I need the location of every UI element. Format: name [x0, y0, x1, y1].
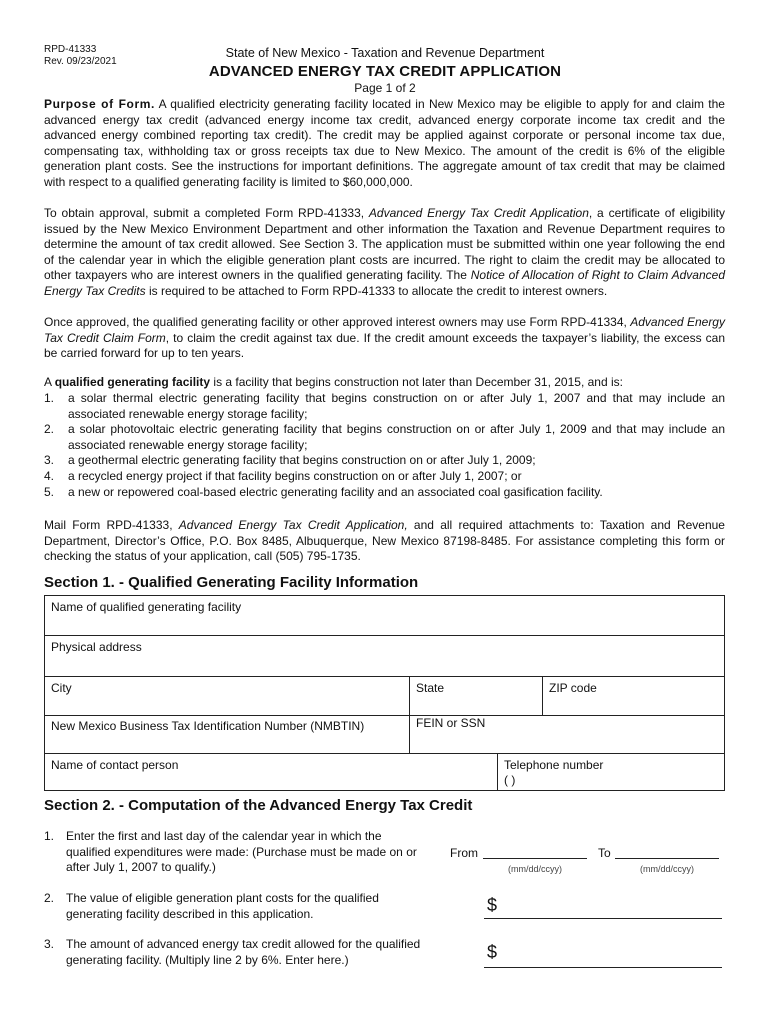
- question-2: [44, 891, 444, 925]
- to-date-input[interactable]: [615, 845, 719, 859]
- approval-text-1: To obtain approval, submit a completed Form RPD-41333,: [44, 206, 369, 220]
- question-1-text: Enter the first and last day of the calendar year in which the qualified expenditures were made: (Purchase must be made on or after July 1, 2007 to qualify.): [66, 829, 417, 875]
- claim-text-1: Once approved, the qualified generating facility or other approved interest owners may use Form RPD-41334,: [44, 315, 631, 329]
- to-label: To: [598, 846, 611, 860]
- mail-form-title: Advanced Energy Tax Credit Application,: [178, 518, 408, 532]
- list-item: 5. a new or repowered coal-based electric generating facility and an associated coal gasification facility.: [44, 484, 603, 499]
- contact-label: Name of contact person: [51, 758, 179, 772]
- purpose-text: A qualified electricity generating facility located in New Mexico may be eligible to apply for and claim the advanced energy tax credit (advanced energy income tax credit, advanced energy corporate income tax credit and the advanced energy combined reporting tax credit). The credit may be applied against corporate or personal income tax due, compensating tax, withholding tax or gross receipts tax due to New Mexico. The amount of the credit is 6% of the eligible generation plant costs. See the instructions for important definitions. The aggregate amount of tax credit that may be claimed with respect to a qualified generating facility is limited to $60,000,000.: [44, 97, 725, 189]
- list-item: 1. a solar thermal electric generating facility that begins construction on or after July 1, 2007 and that may include an associated renewable energy storage facility;: [44, 391, 725, 421]
- from-date-hint: (mm/dd/ccyy): [508, 864, 562, 874]
- telephone-label: Telephone number: [504, 758, 604, 772]
- section2-heading: Section 2. - Computation of the Advanced Energy Tax Credit: [44, 797, 473, 814]
- approval-notice-title: Notice of Allocation of Right to Claim Advanced Energy Tax Credits: [44, 268, 725, 298]
- question-2-text: The value of eligible generation plant costs for the qualified generating facility described in this application.: [66, 891, 379, 921]
- approval-text-2: , a certificate of eligibility issued by the New Mexico Environment Department and other information the Taxation and Revenue Department requires to determine the amount of tax credit allowed. See Section 3. The application must be submitted within one year following the end of the calendar year in which the eligible generation plant costs are incurred. The right to claim the credit may be allocated to other taxpayers who are interest owners in the qualified generating facility. The: [44, 206, 725, 283]
- section1-heading: Section 1. - Qualified Generating Facility Information: [44, 574, 419, 591]
- definition-text-1: A: [44, 375, 55, 389]
- physical-address-label: Physical address: [51, 640, 142, 654]
- mailing-paragraph: [44, 518, 725, 565]
- fein-label: FEIN or SSN: [416, 716, 486, 730]
- claim-paragraph: [44, 315, 725, 362]
- form-number: RPD-41333: [44, 44, 97, 55]
- question-3-number: 3.: [44, 937, 55, 951]
- nmbtin-label: New Mexico Business Tax Identification Number (NMBTIN): [51, 719, 365, 733]
- city-state-zip-row: [44, 676, 725, 716]
- telephone-area-code[interactable]: ( ): [504, 773, 516, 787]
- definition-text-2: is a facility that begins construction not later than December 31, 2015, and is:: [210, 375, 623, 389]
- purpose-paragraph: [44, 97, 725, 191]
- row-divider: [542, 677, 543, 715]
- tax-id-row: [44, 715, 725, 754]
- state-label: State: [416, 681, 445, 695]
- approval-text-3: is required to be attached to Form RPD-41333 to allocate the credit to interest owners.: [145, 283, 608, 298]
- zip-label: ZIP code: [549, 681, 597, 695]
- list-item: 2. a solar photovoltaic electric generating facility that begins construction on or after July 1, 2009 and that may include an associated renewable energy storage facility;: [44, 422, 725, 452]
- definition-paragraph: [44, 375, 725, 391]
- question-1: [44, 829, 444, 877]
- agency-name: State of New Mexico - Taxation and Revenue Department: [225, 46, 545, 60]
- facility-name-field[interactable]: [44, 595, 725, 636]
- approval-form-title: Advanced Energy Tax Credit Application: [368, 206, 589, 220]
- contact-row: [44, 753, 725, 791]
- approval-paragraph: [44, 206, 725, 300]
- page-number: Page 1 of 2: [354, 81, 416, 95]
- row-divider: [409, 677, 410, 715]
- city-label: City: [51, 681, 72, 695]
- question-1-number: 1.: [44, 829, 55, 843]
- mail-text-2: and all required attachments to: Taxation and Revenue Department, Director’s Office, P.O. Box 8485, Albuquerque, New Mexico 87198-8485. For assistance completing this form or checking the status of your application, call (505) 795-1735.: [44, 518, 725, 564]
- list-item: 4. a recycled energy project if that facility begins construction on or after July 1, 2007; or: [44, 468, 522, 483]
- to-date-hint: (mm/dd/ccyy): [640, 864, 694, 874]
- purpose-label: Purpose of Form.: [44, 97, 155, 111]
- facility-type-list: [44, 391, 725, 500]
- plant-costs-input[interactable]: [484, 904, 722, 919]
- claim-text-2: , to claim the credit against tax due. If the credit amount exceeds the taxpayer’s liability, the excess can be carried forward for up to ten years.: [44, 330, 726, 361]
- list-item: 3. a geothermal electric generating facility that begins construction on or after July 1, 2009;: [44, 453, 536, 468]
- form-revision: Rev. 09/23/2021: [44, 56, 117, 67]
- definition-term: qualified generating facility: [54, 375, 211, 389]
- form-title: ADVANCED ENERGY TAX CREDIT APPLICATION: [208, 63, 562, 80]
- physical-address-field[interactable]: [44, 635, 725, 677]
- row-divider: [497, 754, 498, 790]
- claim-form-title: Advanced Energy Tax Credit Claim Form: [44, 315, 725, 345]
- question-3-text: The amount of advanced energy tax credit allowed for the qualified generating facility. (Multiply line 2 by 6%. Enter here.): [66, 937, 421, 967]
- question-2-number: 2.: [44, 891, 55, 905]
- question-3: [44, 937, 444, 971]
- from-date-input[interactable]: [483, 845, 587, 859]
- row-divider: [409, 716, 410, 753]
- credit-amount-input[interactable]: [484, 953, 722, 968]
- dollar-sign: $: [487, 895, 498, 915]
- facility-name-label: Name of qualified generating facility: [51, 600, 242, 614]
- dollar-sign: $: [487, 942, 498, 962]
- mail-text-1: Mail Form RPD-41333,: [44, 518, 179, 532]
- from-label: From: [450, 846, 478, 860]
